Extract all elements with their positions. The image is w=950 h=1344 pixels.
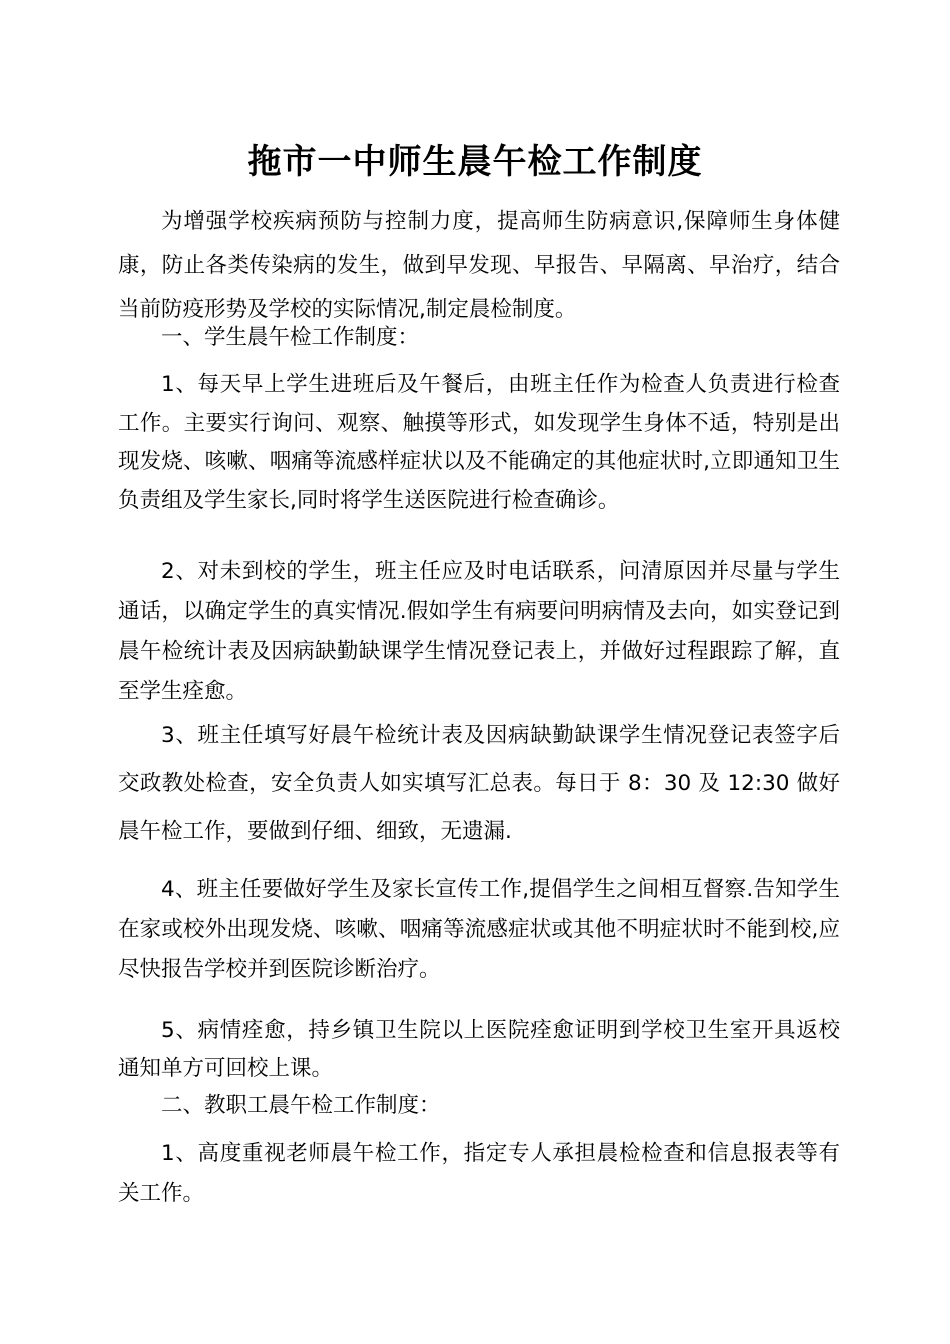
- section-heading-students: 一、学生晨午检工作制度：: [161, 325, 420, 350]
- section-heading-staff: 二、教职工晨午检工作制度：: [161, 1093, 441, 1118]
- intro-paragraph: 为增强学校疾病预防与控制力度，提高师生防病意识,保障师生身体健康，防止各类传染病的发生，做到早发现、早报告、早隔离、早治疗，结合当前防疫形势及学校的实际情况,制定晨检制度。: [118, 209, 840, 322]
- student-rule-2: 2、对未到校的学生，班主任应及时电话联系，问清原因并尽量与学生通话，以确定学生的真实情况.假如学生有病要问明病情及去向，如实登记到晨午检统计表及因病缺勤缺课学生情况登记表上，并做好过程跟踪了解，直至学生痊愈。: [118, 559, 840, 704]
- student-rule-5: 5、病情痊愈，持乡镇卫生院以上医院痊愈证明到学校卫生室开具返校通知单方可回校上课。: [118, 1018, 840, 1081]
- student-rule-1: 1、每天早上学生进班后及午餐后，由班主任作为检查人负责进行检查工作。主要实行询问、观察、触摸等形式，如发现学生身体不适，特别是出现发烧、咳嗽、咽痛等流感样症状以及不能确定的其他症状时,立即通知卫生负责组及学生家长,同时将学生送医院进行检查确诊。: [118, 372, 840, 513]
- student-rule-4: 4、班主任要做好学生及家长宣传工作,提倡学生之间相互督察.告知学生在家或校外出现发烧、咳嗽、咽痛等流感症状或其他不明症状时不能到校,应尽快报告学校并到医院诊断治疗。: [118, 877, 840, 982]
- document-title: 拖市一中师生晨午检工作制度: [247, 142, 703, 182]
- staff-rule-1: 1、高度重视老师晨午检工作，指定专人承担晨检检查和信息报表等有关工作。: [118, 1141, 840, 1206]
- student-rule-3: 3、班主任填写好晨午检统计表及因病缺勤缺课学生情况登记表签字后交政教处检查，安全负责人如实填写汇总表。每日于 8：30 及 12:30 做好晨午检工作，要做到仔细、细致，无遗漏.: [118, 723, 840, 844]
